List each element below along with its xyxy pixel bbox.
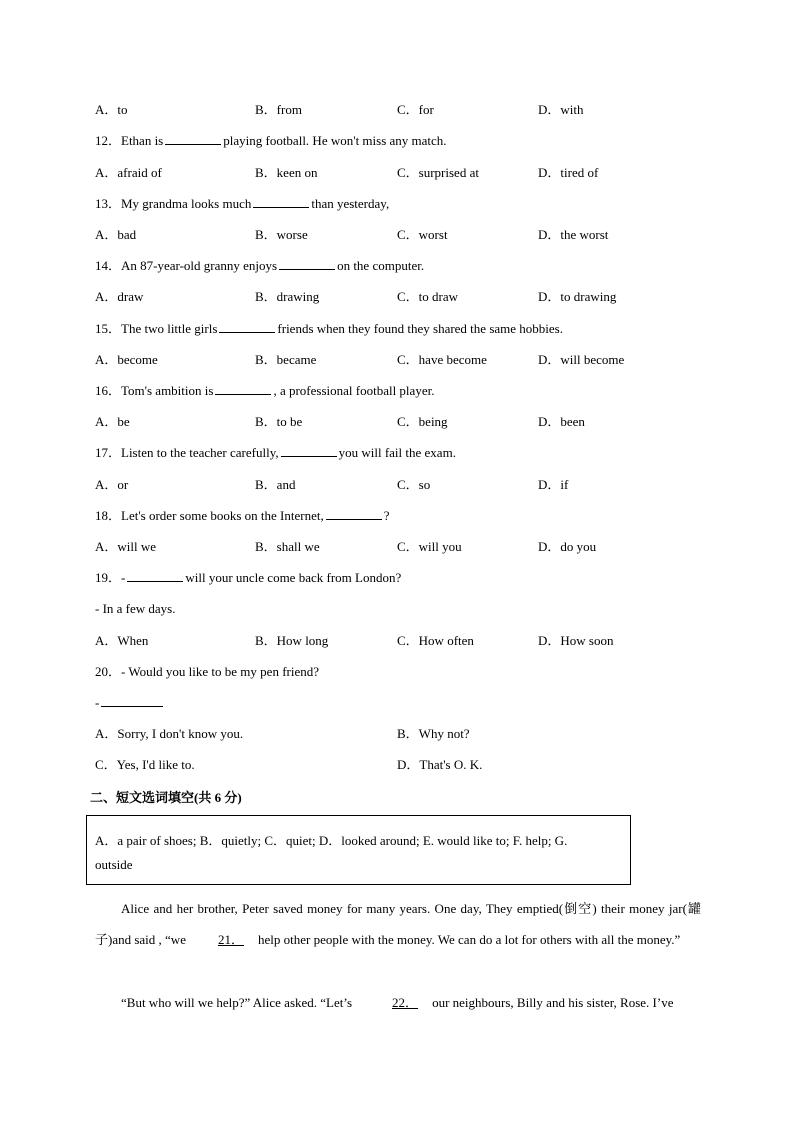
section-title: 二、短文选词填空(共 6 分) <box>90 790 242 805</box>
q19-option-d[interactable]: D．How soon <box>538 633 614 648</box>
passage-paragraph-1: Alice and her brother, Peter saved money for many years. One day, They emptied(倒空) their money jar(罐子)and said , “we 21． help other people with the money. We can do a lot for others with all the money.” <box>95 893 701 955</box>
q19-blank[interactable] <box>127 569 183 582</box>
q16-option-a[interactable]: A．be <box>95 414 130 429</box>
q14-option-a[interactable]: A．draw <box>95 289 144 304</box>
passage-blank-22[interactable]: 22． <box>392 995 419 1010</box>
q12-option-c[interactable]: C．surprised at <box>397 165 479 180</box>
q11-option-a[interactable]: A．to <box>95 102 128 117</box>
q20-stem: 20．- Would you like to be my pen friend? <box>95 664 320 679</box>
q16-option-c[interactable]: C．being <box>397 414 448 429</box>
q14-blank[interactable] <box>279 257 335 270</box>
q20-option-b[interactable]: B．Why not? <box>397 726 470 741</box>
q20-blank[interactable] <box>101 694 163 707</box>
q20-option-c[interactable]: C．Yes, I'd like to. <box>95 757 195 772</box>
q18-option-a[interactable]: A．will we <box>95 539 157 554</box>
q19-reply: - In a few days. <box>95 601 176 616</box>
q20-reply: - <box>95 694 165 712</box>
q16-stem: 16．Tom's ambition is , a professional football player. <box>95 383 435 398</box>
q13-option-c[interactable]: C．worst <box>397 227 448 242</box>
q18-stem: 18．Let's order some books on the Internet, ? <box>95 508 390 523</box>
q12-stem: 12．Ethan is playing football. He won't miss any match. <box>95 133 447 148</box>
q16-option-b[interactable]: B．to be <box>255 414 303 429</box>
q20-option-a[interactable]: A．Sorry, I don't know you. <box>95 726 244 741</box>
q18-blank[interactable] <box>326 507 382 520</box>
q11-option-c[interactable]: C．for <box>397 102 434 117</box>
q13-option-b[interactable]: B．worse <box>255 227 308 242</box>
q20-option-d[interactable]: D．That's O. K. <box>397 757 483 772</box>
q14-stem: 14．An 87-year-old granny enjoys on the computer. <box>95 258 425 273</box>
word-bank-box <box>86 815 631 885</box>
q17-stem: 17．Listen to the teacher carefully, you will fail the exam. <box>95 445 456 460</box>
q12-option-a[interactable]: A．afraid of <box>95 165 162 180</box>
q15-option-d[interactable]: D．will become <box>538 352 625 367</box>
q15-blank[interactable] <box>219 320 275 333</box>
q18-option-b[interactable]: B．shall we <box>255 539 320 554</box>
q13-blank[interactable] <box>253 195 309 208</box>
q15-option-b[interactable]: B．became <box>255 352 317 367</box>
q14-option-b[interactable]: B．drawing <box>255 289 320 304</box>
q19-option-a[interactable]: A．When <box>95 633 149 648</box>
q18-option-c[interactable]: C．will you <box>397 539 462 554</box>
q17-option-b[interactable]: B．and <box>255 477 296 492</box>
q19-option-b[interactable]: B．How long <box>255 633 329 648</box>
q16-option-d[interactable]: D．been <box>538 414 585 429</box>
word-bank-line-1: A．a pair of shoes; B．quietly; C．quiet; D．looked around; E. would like to; F. help; G. <box>95 833 568 848</box>
word-bank-line-2: outside <box>95 857 133 872</box>
q17-option-a[interactable]: A．or <box>95 477 129 492</box>
q12-option-d[interactable]: D．tired of <box>538 165 599 180</box>
q17-option-c[interactable]: C．so <box>397 477 431 492</box>
q15-stem: 15．The two little girls friends when they found they shared the same hobbies. <box>95 321 563 336</box>
q13-option-d[interactable]: D．the worst <box>538 227 609 242</box>
q11-option-b[interactable]: B．from <box>255 102 302 117</box>
q12-option-b[interactable]: B．keen on <box>255 165 318 180</box>
passage-blank-21[interactable]: 21． <box>217 932 244 947</box>
q14-option-d[interactable]: D．to drawing <box>538 289 617 304</box>
q19-stem: 19．- will your uncle come back from London? <box>95 570 402 585</box>
q15-option-c[interactable]: C．have become <box>397 352 487 367</box>
q17-option-d[interactable]: D．if <box>538 477 569 492</box>
q12-blank[interactable] <box>165 132 221 145</box>
q18-option-d[interactable]: D．do you <box>538 539 597 554</box>
q19-option-c[interactable]: C．How often <box>397 633 474 648</box>
q13-option-a[interactable]: A．bad <box>95 227 137 242</box>
q16-blank[interactable] <box>215 382 271 395</box>
q11-option-d[interactable]: D．with <box>538 102 584 117</box>
passage-paragraph-2: “But who will we help?” Alice asked. “Let’s 22． our neighbours, Billy and his sister, Rose. I’ve <box>95 987 701 1018</box>
q13-stem: 13．My grandma looks much than yesterday, <box>95 196 390 211</box>
q17-blank[interactable] <box>281 444 337 457</box>
q15-option-a[interactable]: A．become <box>95 352 158 367</box>
q14-option-c[interactable]: C．to draw <box>397 289 459 304</box>
